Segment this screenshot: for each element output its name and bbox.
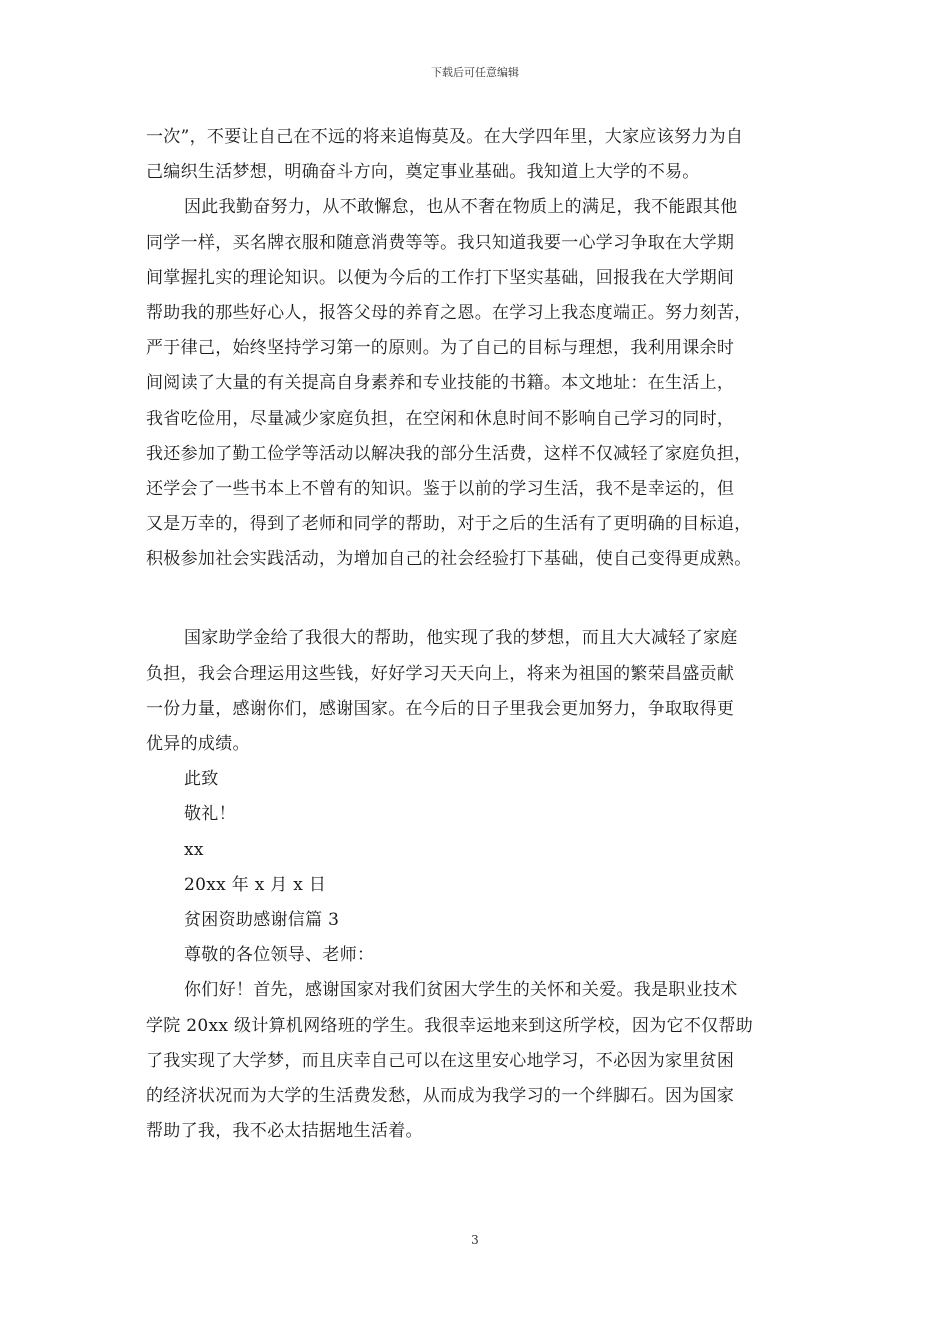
text-line: 帮助我的那些好心人，报答父母的养育之恩。在学习上我态度端正。努力刻苦， [146, 302, 752, 323]
paragraph-3 [146, 621, 826, 762]
page-number: 3 [471, 1233, 479, 1247]
text-line: 你们好！首先，感谢国家对我们贫困大学生的关怀和关爱。我是职业技术 [184, 980, 738, 1001]
paragraph-4 [146, 973, 826, 1149]
signature-line: xx [184, 839, 204, 860]
salute-line: 敬礼！ [184, 804, 236, 825]
text-line: 还学会了一些书本上不曾有的知识。鉴于以前的学习生活，我不是幸运的，但 [146, 478, 735, 499]
text-line: 间掌握扎实的理论知识。以便为今后的工作打下坚实基础，回报我在大学期间 [146, 267, 735, 288]
document-body [146, 120, 826, 1149]
page-header: 下载后可任意编辑 [431, 66, 519, 79]
text-line: 积极参加社会实践活动，为增加自己的社会经验打下基础，使自己变得更成熟。 [146, 549, 752, 570]
text-line: 因此我勤奋努力，从不敢懈怠，也从不奢在物质上的满足，我不能跟其他 [184, 197, 738, 218]
text-line: 帮助了我，我不必太拮据地生活着。 [146, 1121, 423, 1142]
text-line: 国家助学金给了我很大的帮助，他实现了我的梦想，而且大大减轻了家庭 [184, 628, 738, 649]
text-line: 一次”，不要让自己在不远的将来追悔莫及。在大学四年里，大家应该努力为自 [146, 127, 744, 147]
text-line: 我还参加了勤工俭学等活动以解决我的部分生活费，这样不仅减轻了家庭负担， [146, 443, 752, 464]
text-line: 学院 20xx 级计算机网络班的学生。我很幸运地来到这所学校，因为它不仅帮助 [146, 1015, 754, 1036]
text-line: 一份力量，感谢你们，感谢国家。在今后的日子里我会更加努力，争取取得更 [146, 698, 735, 719]
text-line: 优异的成绩。 [146, 734, 250, 754]
text-line: 了我实现了大学梦，而且庆幸自己可以在这里安心地学习，不必因为家里贫困 [146, 1050, 735, 1071]
paragraph-1 [146, 120, 826, 190]
text-line: 己编织生活梦想，明确奋斗方向，奠定事业基础。我知道上大学的不易。 [146, 162, 700, 183]
text-line: 同学一样，买名牌衣服和随意消费等等。我只知道我要一心学习争取在大学期 [146, 232, 735, 253]
text-line: 间阅读了大量的有关提高自身素养和专业技能的书籍。本文地址：在生活上， [146, 373, 735, 394]
paragraph-2 [146, 190, 826, 577]
date-line: 20xx 年 x 月 x 日 [184, 874, 327, 895]
greeting-line: 尊敬的各位领导、老师： [184, 945, 375, 966]
text-line: 又是万幸的，得到了老师和同学的帮助，对于之后的生活有了更明确的目标追， [146, 514, 752, 535]
text-line: 我省吃俭用，尽量减少家庭负担，在空闲和休息时间不影响自己学习的同时， [146, 408, 735, 429]
closing-line: 此致 [184, 769, 219, 790]
text-line: 严于律己，始终坚持学习第一的原则。为了自己的目标与理想，我利用课余时 [146, 338, 735, 359]
text-line: 的经济状况而为大学的生活费发愁，从而成为我学习的一个绊脚石。因为国家 [146, 1085, 735, 1106]
section-title: 贫困资助感谢信篇 3 [184, 909, 340, 930]
text-line: 负担，我会合理运用这些钱，好好学习天天向上，将来为祖国的繁荣昌盛贡献 [146, 663, 735, 684]
paragraph-spacer [146, 577, 826, 621]
